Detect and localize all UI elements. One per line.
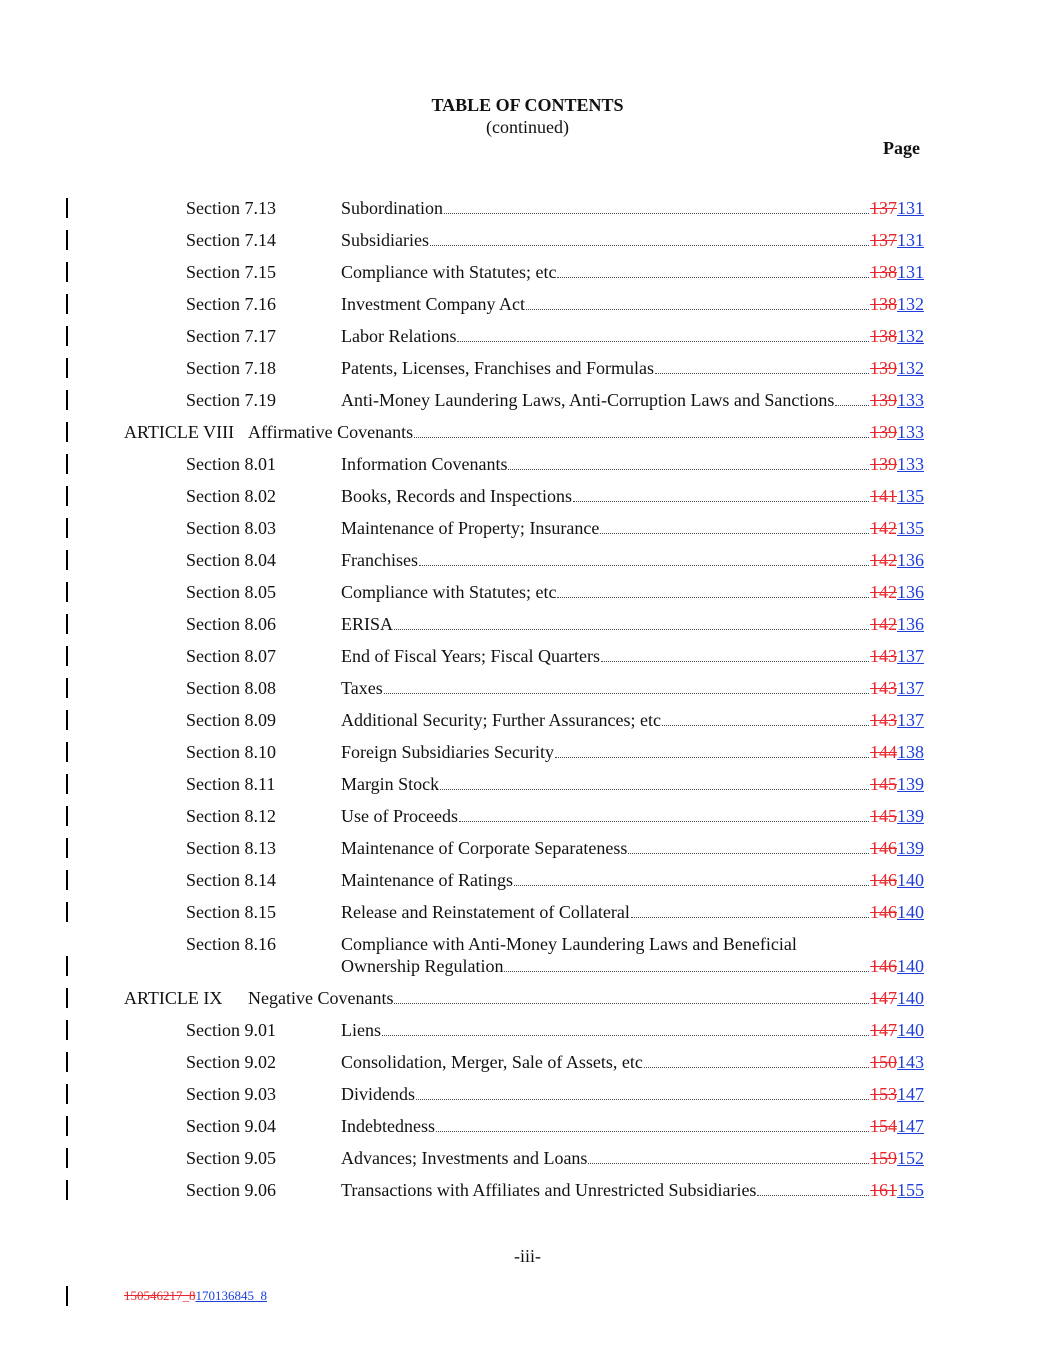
section-number: Section 8.15 [186,902,276,922]
change-bar [66,838,68,858]
toc-title: TABLE OF CONTENTS [431,95,624,115]
change-bar [66,956,68,976]
toc-section-row[interactable] [0,1115,1055,1147]
inserted-page-number[interactable]: 140 [897,1020,924,1040]
toc-section-row[interactable] [0,581,1055,613]
change-bar [66,230,68,250]
dot-leader [394,613,869,630]
dot-leader [382,1019,869,1036]
dot-leader [444,197,869,214]
inserted-page-number[interactable]: 155 [897,1180,924,1200]
dot-leader [601,645,869,662]
dot-leader [416,1083,869,1100]
change-bar [66,614,68,634]
toc-section-row[interactable] [0,773,1055,805]
section-number: Section 8.01 [186,454,276,474]
section-title: Books, Records and Inspections [341,486,572,506]
change-bar [66,1180,68,1200]
section-title: Consolidation, Merger, Sale of Assets, etc [341,1052,643,1072]
section-number: Section 8.07 [186,646,276,666]
section-number: Section 8.11 [186,774,276,794]
change-bar [66,518,68,538]
inserted-page-number[interactable]: 140 [897,902,924,922]
change-bar [66,646,68,666]
inserted-page-number[interactable]: 135 [897,518,924,538]
section-number: Section 8.03 [186,518,276,538]
toc-section-row[interactable] [0,869,1055,901]
dot-leader [644,1051,869,1068]
change-bar [66,1286,68,1306]
inserted-page-number[interactable]: 139 [897,774,924,794]
deleted-page-number: 150 [870,1052,897,1072]
dot-leader [394,987,869,1004]
inserted-page-number[interactable]: 152 [897,1148,924,1168]
dot-leader [588,1147,869,1164]
inserted-page-number[interactable]: 132 [897,294,924,314]
section-title: Foreign Subsidiaries Security [341,742,554,762]
inserted-page-number[interactable]: 140 [897,988,924,1008]
change-bar [66,1020,68,1040]
dot-leader [557,581,869,598]
deleted-page-number: 142 [870,518,897,538]
deleted-page-number: 159 [870,1148,897,1168]
dot-leader [573,485,869,502]
inserted-page-number[interactable]: 147 [897,1084,924,1104]
deleted-page-number: 146 [870,902,897,922]
section-number: Section 9.01 [186,1020,276,1040]
section-title: Franchises [341,550,418,570]
deleted-page-number: 143 [870,678,897,698]
change-bar [66,678,68,698]
change-bar [66,454,68,474]
inserted-page-number[interactable]: 131 [897,230,924,250]
change-bar [66,550,68,570]
toc-section-row[interactable] [0,837,1055,869]
toc-section-row[interactable] [0,1179,1055,1211]
section-number: Section 9.03 [186,1084,276,1104]
change-bar [66,262,68,282]
inserted-page-number[interactable]: 137 [897,678,924,698]
change-bar [66,294,68,314]
section-number: Section 8.13 [186,838,276,858]
inserted-page-number[interactable]: 137 [897,646,924,666]
change-bar [66,902,68,922]
inserted-page-number[interactable]: 140 [897,870,924,890]
section-number: Section 9.06 [186,1180,276,1200]
toc-section-row[interactable] [0,197,1055,229]
section-number: Section 8.16 [186,934,276,954]
change-bar [66,390,68,410]
section-title: Maintenance of Property; Insurance [341,518,600,538]
deleted-page-number: 146 [870,870,897,890]
toc-subtitle: (continued) [486,117,569,137]
section-title: Advances; Investments and Loans [341,1148,588,1168]
inserted-page-number[interactable]: 138 [897,742,924,762]
section-title: Subsidiaries [341,230,429,250]
toc-section-row[interactable] [0,933,1055,987]
page-number: -iii- [514,1246,541,1266]
section-title: Investment Company Act [341,294,525,314]
deleted-page-number: 138 [870,326,897,346]
toc-section-row[interactable] [0,517,1055,549]
section-number: Section 7.18 [186,358,276,378]
deleted-page-number: 145 [870,806,897,826]
dot-leader [835,389,869,406]
inserted-page-number[interactable]: 139 [897,806,924,826]
change-bar [66,486,68,506]
section-title: Additional Security; Further Assurances; etc [341,710,661,730]
section-title: Compliance with Statutes; etc [341,262,557,282]
deleted-page-number: 147 [870,988,897,1008]
change-bar [66,806,68,826]
toc-section-row[interactable] [0,709,1055,741]
toc-section-row[interactable] [0,1083,1055,1115]
change-bar [66,742,68,762]
section-title: Margin Stock [341,774,440,794]
change-bar [66,1052,68,1072]
inserted-page-number[interactable]: 132 [897,358,924,378]
deleted-page-number: 143 [870,646,897,666]
toc-section-row[interactable] [0,805,1055,837]
inserted-page-number[interactable]: 133 [897,390,924,410]
dot-leader [436,1115,869,1132]
article-number: ARTICLE VIII [124,422,235,442]
toc-section-row[interactable] [0,229,1055,261]
deleted-page-number: 142 [870,614,897,634]
dot-leader [655,357,869,374]
toc-article-row[interactable] [0,987,1055,1019]
dot-leader [459,805,869,822]
section-number: Section 8.05 [186,582,276,602]
inserted-page-number[interactable]: 143 [897,1052,924,1072]
toc-section-row[interactable] [0,293,1055,325]
inserted-page-number[interactable]: 135 [897,486,924,506]
section-number: Section 7.13 [186,198,276,218]
section-title: Maintenance of Corporate Separateness [341,838,628,858]
page-column-header: Page [883,138,920,158]
deleted-page-number: 144 [870,742,897,762]
inserted-page-number[interactable]: 140 [897,956,924,976]
dot-leader [440,773,869,790]
deleted-page-number: 141 [870,486,897,506]
change-bar [66,710,68,730]
section-title: Transactions with Affiliates and Unrestricted Subsidiaries [341,1180,757,1200]
dot-leader [508,453,869,470]
section-number: Section 8.14 [186,870,276,890]
deleted-page-number: 161 [870,1180,897,1200]
toc-section-row[interactable] [0,357,1055,389]
inserted-page-number[interactable]: 139 [897,838,924,858]
toc-section-row[interactable] [0,1051,1055,1083]
deleted-page-number: 139 [870,358,897,378]
dot-leader [384,677,869,694]
section-number: Section 8.06 [186,614,276,634]
dot-leader [628,837,869,854]
inserted-page-number[interactable]: 133 [897,454,924,474]
dot-leader [555,741,869,758]
dot-leader [414,421,869,438]
dot-leader [514,869,869,886]
article-title: Affirmative Covenants [248,422,414,442]
dot-leader [419,549,869,566]
change-bar [66,582,68,602]
toc-section-row[interactable] [0,1147,1055,1179]
inserted-page-number[interactable]: 133 [897,422,924,442]
deleted-page-number: 145 [870,774,897,794]
dot-leader [557,261,869,278]
section-number: Section 8.02 [186,486,276,506]
section-number: Section 8.12 [186,806,276,826]
deleted-page-number: 153 [870,1084,897,1104]
deleted-page-number: 154 [870,1116,897,1136]
toc-section-row[interactable] [0,453,1055,485]
section-number: Section 7.14 [186,230,276,250]
section-number: Section 7.17 [186,326,276,346]
deleted-page-number: 142 [870,550,897,570]
toc-section-row[interactable] [0,485,1055,517]
dot-leader [457,325,869,342]
inserted-page-number[interactable]: 131 [897,262,924,282]
change-bar [66,326,68,346]
section-number: Section 7.19 [186,390,276,410]
toc-section-row[interactable] [0,325,1055,357]
deleted-page-number: 139 [870,454,897,474]
section-title: Subordination [341,198,443,218]
inserted-page-number[interactable]: 132 [897,326,924,346]
change-bar [66,358,68,378]
dot-leader [662,709,869,726]
section-title: Taxes [341,678,383,698]
section-title: Use of Proceeds [341,806,458,826]
dot-leader [600,517,869,534]
inserted-page-number[interactable]: 131 [897,198,924,218]
change-bar [66,1084,68,1104]
section-title: End of Fiscal Years; Fiscal Quarters [341,646,600,666]
article-number: ARTICLE IX [124,988,223,1008]
section-number: Section 9.05 [186,1148,276,1168]
article-title: Negative Covenants [248,988,394,1008]
section-title: Labor Relations [341,326,457,346]
document-id-inserted: 170136845_8 [195,1288,267,1303]
section-title: Anti-Money Laundering Laws, Anti-Corruption Laws and Sanctions [341,390,835,410]
change-bar [66,988,68,1008]
change-bar [66,774,68,794]
section-title: Compliance with Anti-Money Laundering Laws and Beneficial [341,934,797,954]
toc-section-row[interactable] [0,261,1055,293]
toc-list [0,197,1055,1211]
change-bar [66,1148,68,1168]
toc-section-row[interactable] [0,613,1055,645]
inserted-page-number[interactable]: 137 [897,710,924,730]
toc-section-row[interactable] [0,645,1055,677]
deleted-page-number: 147 [870,1020,897,1040]
section-number: Section 8.10 [186,742,276,762]
toc-section-row[interactable] [0,741,1055,773]
dot-leader [631,901,869,918]
deleted-page-number: 138 [870,294,897,314]
deleted-page-number: 137 [870,198,897,218]
section-title: Maintenance of Ratings [341,870,513,890]
inserted-page-number[interactable]: 136 [897,582,924,602]
section-number: Section 8.08 [186,678,276,698]
change-bar [66,198,68,218]
dot-leader [504,955,869,972]
inserted-page-number[interactable]: 147 [897,1116,924,1136]
deleted-page-number: 138 [870,262,897,282]
section-title: Release and Reinstatement of Collateral [341,902,630,922]
deleted-page-number: 139 [870,422,897,442]
section-title: Indebtedness [341,1116,435,1136]
deleted-page-number: 137 [870,230,897,250]
section-title: Liens [341,1020,381,1040]
section-title: Patents, Licenses, Franchises and Formulas [341,358,654,378]
toc-section-row[interactable] [0,389,1055,421]
inserted-page-number[interactable]: 136 [897,614,924,634]
deleted-page-number: 146 [870,838,897,858]
section-title: Dividends [341,1084,415,1104]
change-bar [66,422,68,442]
toc-section-row[interactable] [0,901,1055,933]
change-bar [66,1116,68,1136]
deleted-page-number: 142 [870,582,897,602]
section-number: Section 8.09 [186,710,276,730]
section-title-continued: Ownership Regulation [341,956,504,976]
section-title: ERISA [341,614,394,634]
deleted-page-number: 146 [870,956,897,976]
change-bar [66,870,68,890]
section-number: Section 9.04 [186,1116,276,1136]
inserted-page-number[interactable]: 136 [897,550,924,570]
section-title: Compliance with Statutes; etc [341,582,557,602]
section-number: Section 7.15 [186,262,276,282]
document-id-deleted: 150546217_8 [124,1288,196,1303]
toc-section-row[interactable] [0,677,1055,709]
dot-leader [430,229,869,246]
section-title: Information Covenants [341,454,508,474]
deleted-page-number: 143 [870,710,897,730]
toc-section-row[interactable] [0,549,1055,581]
section-number: Section 7.16 [186,294,276,314]
toc-section-row[interactable] [0,1019,1055,1051]
document-id [124,1288,267,1304]
dot-leader [757,1179,869,1196]
section-number: Section 9.02 [186,1052,276,1072]
deleted-page-number: 139 [870,390,897,410]
section-number: Section 8.04 [186,550,276,570]
dot-leader [526,293,869,310]
toc-article-row[interactable] [0,421,1055,453]
